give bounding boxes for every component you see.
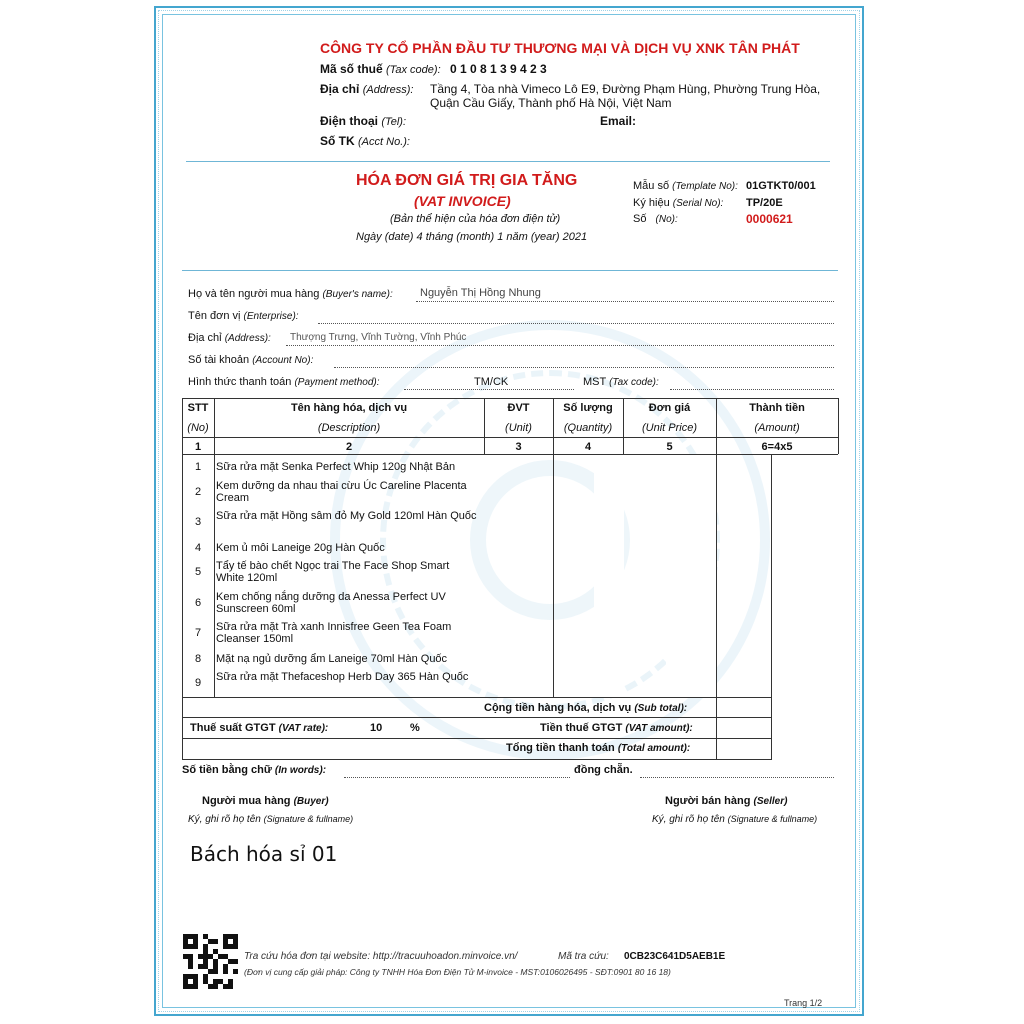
item-desc: Kem dưỡng da nhau thai cừu Úc Careline Placenta Cream [216,480,467,504]
invoice-title-en: (VAT INVOICE) [414,193,511,209]
col-header-unit-en: (Unit) [505,422,532,434]
seller-sign-hint-row [652,814,817,825]
total-en: (Total amount): [617,743,691,754]
vat-amount-row [540,722,693,734]
seller-address-line2: Quận Cầu Giấy, Thành phố Hà Nội, Việt Nam [430,96,672,110]
number-row [633,213,678,225]
item-desc: Mặt nạ ngủ dưỡng ẩm Laneige 70ml Hàn Quốc [216,653,448,665]
lookup-code-label: Mã tra cứu: [558,951,609,962]
col-header-no: STT [187,402,209,414]
subtotal-label: Cộng tiền hàng hóa, dịch vụ [484,702,632,714]
buyer-address-dots [286,345,834,346]
buyer-sign-label: Người mua hàng [202,795,291,807]
vat-rate-row [190,722,328,734]
mst-label: MST [583,376,607,388]
buyer-sign-hint-en: (Signature & fullname) [263,814,354,824]
serial-value: TP/20E [746,197,783,209]
seller-address-label-row [320,82,413,96]
lookup-code: 0CB23C641D5AEB1E [624,951,726,962]
enterprise-en: (Enterprise): [243,311,299,322]
item-no: 9 [194,677,202,689]
seller-acct-en: (Acct No.): [358,136,410,148]
item-no: 2 [194,486,202,498]
item-desc: Sữa rửa mặt Trà xanh Innisfree Geen Tea Foam Cleanser 150ml [216,621,452,645]
in-words-row [182,764,326,776]
in-words-dots [344,777,570,778]
col-header-amount-en: (Amount) [754,422,800,434]
header-divider [186,161,830,162]
col-index-2: 2 [345,441,353,453]
enterprise-dots [318,323,834,324]
buyer-address-en: (Address): [224,333,271,344]
total-label: Tổng tiền thanh toán [506,742,615,754]
account-label: Số tài khoản [188,354,250,366]
seller-sign-hint: Ký, ghi rõ họ tên [652,814,725,825]
buyer-address-row [188,332,271,344]
account-row [188,354,313,366]
invoice-subtitle: (Bản thể hiện của hóa đơn điện tử) [390,213,561,225]
vat-rate-value: 10 [370,722,383,734]
buyer-name-dots [416,301,834,302]
number-label: Số [633,213,647,225]
buyer-sign-hint: Ký, ghi rõ họ tên [188,814,261,825]
buyer-sign-hint-row [188,814,353,825]
template-en: (Template No): [672,181,738,192]
enterprise-label: Tên đơn vị [188,310,241,322]
serial-row [633,197,723,209]
col-index-5: 5 [666,441,673,453]
seller-acct-label: Số TK [320,134,355,148]
template-label: Mẫu số [633,180,670,192]
title-divider [182,270,838,271]
serial-en: (Serial No): [672,198,724,209]
seller-address-label: Địa chỉ [320,82,360,96]
mst-dots [670,389,834,390]
number-value: 0000621 [746,212,793,226]
item-desc: Kem ủ môi Laneige 20g Hàn Quốc [216,542,385,554]
item-desc: Kem chống nắng dưỡng da Anessa Perfect UV Sunscreen 60ml [216,591,446,615]
subtotal-row [484,702,687,714]
number-en: (No): [655,214,678,225]
vat-rate-unit: % [410,722,420,734]
item-desc: Tẩy tế bào chết Ngọc trai The Face Shop Smart White 120ml [216,560,450,584]
seller-tax-code-row [320,62,547,76]
vat-rate-label: Thuế suất GTGT [190,722,276,734]
mst-en: (Tax code): [609,377,659,388]
buyer-name-en: (Buyer's name): [322,289,393,300]
col-index-4: 4 [584,441,592,453]
template-value: 01GTKT0/001 [746,180,816,192]
invoice-title: HÓA ĐƠN GIÁ TRỊ GIA TĂNG [356,172,578,189]
total-row [506,742,690,754]
col-header-qty: Số lượng [563,402,613,414]
item-no: 7 [194,627,202,639]
vat-amount-en: (VAT amount): [625,723,693,734]
col-header-no-en: (No) [187,422,209,434]
col-header-qty-en: (Quantity) [563,422,613,434]
payment-label: Hình thức thanh toán [188,376,292,388]
vat-amount-label: Tiền thuế GTGT [540,722,623,734]
template-row [633,180,738,192]
col-index-3: 3 [515,441,522,453]
payment-row [188,376,380,388]
seller-sign-label: Người bán hàng [665,795,751,807]
redacted-qty [594,455,624,697]
item-no: 6 [194,597,202,609]
buyer-name-row [188,288,393,300]
vat-rate-en: (VAT rate): [278,723,329,734]
serial-label: Ký hiệu [633,197,670,209]
seller-address-line1: Tầng 4, Tòa nhà Vimeco Lô E9, Đường Phạm Hùng, Phường Trung Hòa, [430,82,821,96]
col-header-amount: Thành tiền [749,402,805,414]
buyer-sign-en: (Buyer) [293,796,329,807]
buyer-address-label: Địa chỉ [188,332,222,344]
mst-row [583,376,659,388]
item-desc: Sữa rửa mặt Thefaceshop Herb Day 365 Hàn Quốc [216,671,469,683]
buyer-name-value: Nguyễn Thị Hồng Nhung [420,287,541,299]
payment-en: (Payment method): [294,377,380,388]
col-index-6: 6=4x5 [761,441,793,453]
lookup-website: Tra cứu hóa đơn tại website: http://tracuuhoadon.minvoice.vn/ [244,951,518,962]
buyer-address-value: Thượng Trưng, Vĩnh Tường, Vĩnh Phúc [290,332,467,343]
col-header-price-en: (Unit Price) [641,422,697,434]
seller-phone-label: Điện thoại [320,114,379,128]
in-words-label: Số tiền bằng chữ [182,764,272,776]
seller-tax-code-value: 0 1 0 8 1 3 9 4 2 3 [449,62,547,76]
seller-tax-code-en: (Tax code): [386,64,441,76]
item-no: 8 [194,653,202,665]
seller-acct-row [320,134,410,148]
payment-value: TM/CK [474,376,509,388]
seller-sign-en: (Seller) [753,796,788,807]
col-header-unit: ĐVT [507,402,530,414]
account-dots [334,367,834,368]
seller-phone-row [320,114,406,128]
buyer-name-label: Họ và tên người mua hàng [188,288,320,300]
item-no: 5 [194,566,202,578]
page-number: Trang 1/2 [784,998,823,1008]
buyer-sign-row [202,795,329,807]
in-words-dots-tail [640,777,834,778]
account-en: (Account No): [252,355,314,366]
in-words-suffix: đồng chẵn. [574,764,633,776]
shop-overlay-text: Bách hóa sỉ 01 [190,842,338,866]
redacted-price [666,455,716,697]
seller-tax-code-label: Mã số thuế [320,62,383,76]
in-words-en: (In words): [274,765,327,776]
seller-sign-row [665,795,787,807]
payment-dots [404,389,574,390]
item-no: 4 [194,542,202,554]
item-no: 1 [194,461,202,473]
item-desc: Sữa rửa mặt Senka Perfect Whip 120g Nhật Bản [216,461,456,473]
col-index-1: 1 [194,441,202,453]
provider-note: (Đơn vị cung cấp giải pháp: Công ty TNHH Hóa Đơn Điện Tử M-invoice - MST:0106026495 - SĐT:0901 80 16 18) [244,967,671,977]
item-desc: Sữa rửa mặt Hồng sâm đỏ My Gold 120ml Hàn Quốc [216,510,477,522]
col-header-desc: Tên hàng hóa, dịch vụ [290,402,408,414]
subtotal-en: (Sub total): [634,703,688,714]
col-header-desc-en: (Description) [317,422,381,434]
invoice-date: Ngày (date) 4 tháng (month) 1 năm (year) 2021 [356,231,588,243]
seller-address-en: (Address): [362,84,414,96]
col-header-price: Đơn giá [648,402,691,414]
seller-company-name: CÔNG TY CỔ PHẦN ĐẦU TƯ THƯƠNG MẠI VÀ DỊCH VỤ XNK TÂN PHÁT [320,40,800,56]
seller-sign-hint-en: (Signature & fullname) [727,814,818,824]
seller-email-label: Email: [600,114,637,128]
qr-code-icon [183,934,238,989]
enterprise-row [188,310,299,322]
item-no: 3 [194,516,202,528]
seller-phone-en: (Tel): [381,116,407,128]
